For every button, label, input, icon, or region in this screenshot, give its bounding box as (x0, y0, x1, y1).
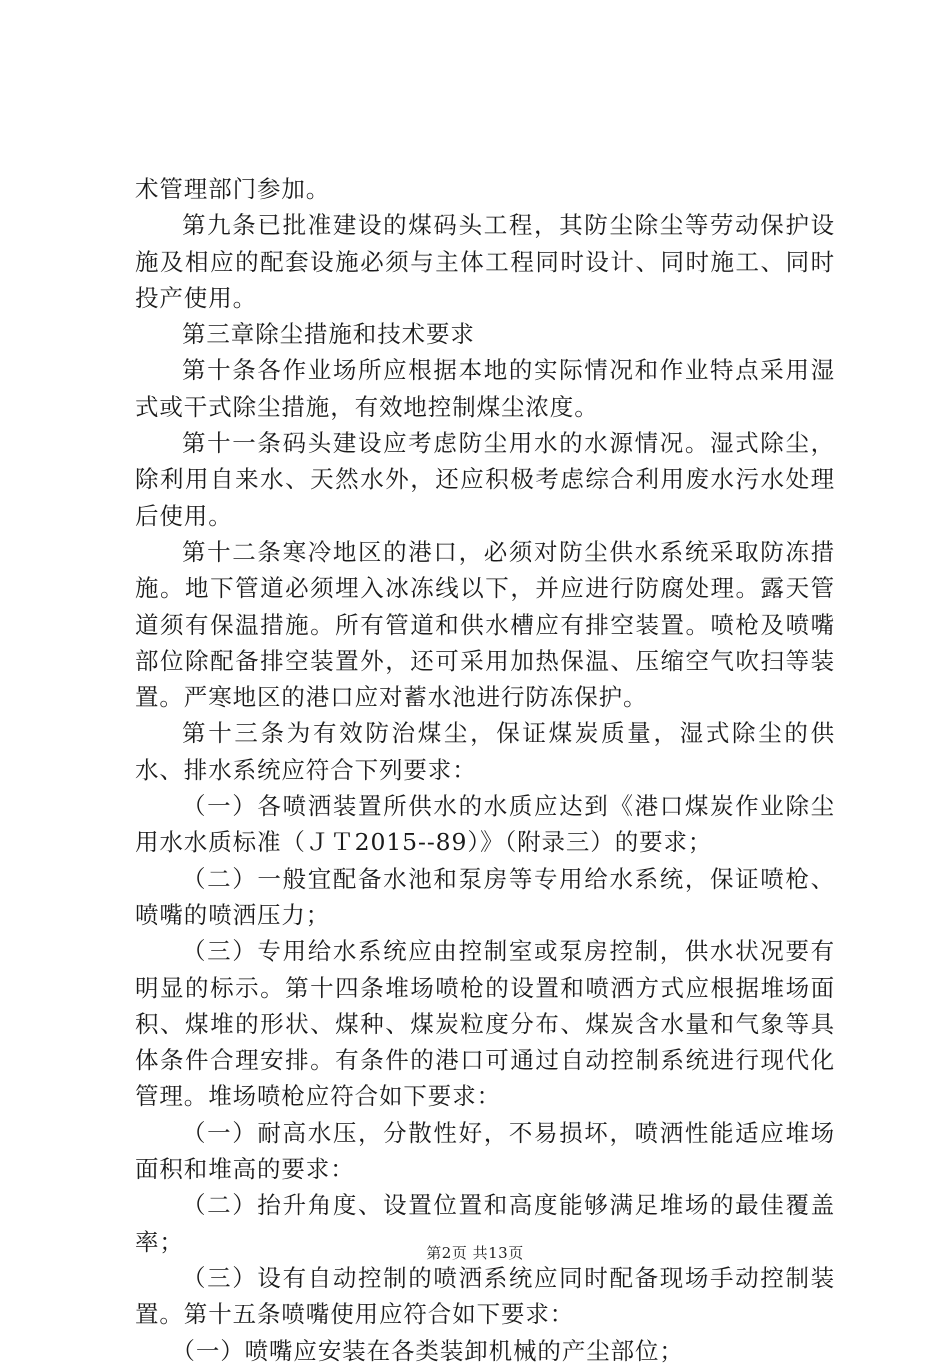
paragraph-article-13: 第十三条为有效防治煤尘，保证煤炭质量，湿式除尘的供水、排水系统应符合下列要求： (135, 719, 835, 784)
list-item-13-1: （一）各喷洒装置所供水的水质应达到《港口煤炭作业除尘用水水质标准（ＪＴ2015--89）》（附录三）的要求； (135, 792, 835, 857)
chapter-3-heading: 第三章除尘措施和技术要求 (182, 320, 475, 349)
document-body (135, 171, 835, 1369)
list-item-13-2: （二）一般宜配备水池和泵房等专用给水系统，保证喷枪、喷嘴的喷洒压力； (135, 864, 835, 929)
paragraph-article-10: 第十条各作业场所应根据本地的实际情况和作业特点采用湿式或干式除尘措施，有效地控制煤尘浓度。 (135, 356, 835, 421)
page-number-label: 第2页 共13页 (426, 1244, 524, 1262)
paragraph-1: 术管理部门参加。 (135, 175, 331, 203)
page-footer (0, 1242, 950, 1263)
list-item-14-1: （一）耐高水压，分散性好，不易损坏，喷洒性能适应堆场面积和堆高的要求： (135, 1118, 835, 1184)
list-item-15-1: （一）喷嘴应安装在各类装卸机械的产尘部位； (171, 1336, 684, 1365)
list-item-14-3-article-15: （三）设有自动控制的喷洒系统应同时配备现场手动控制装置。第十五条喷嘴使用应符合如下要求： (135, 1263, 835, 1329)
list-item-14-2: （二）抬升角度、设置位置和高度能够满足堆场的最佳覆盖率； (135, 1191, 835, 1256)
paragraph-article-12: 第十二条寒冷地区的港口，必须对防尘供水系统采取防冻措施。地下管道必须埋入冰冻线以下，并应进行防腐处理。露天管道须有保温措施。所有管道和供水槽应有排空装置。喷枪及喷嘴部位除配备排空装置外，还可采用加热保温、压缩空气吹扫等装置。严寒地区的港口应对蓄水池进行防冻保护。 (135, 537, 835, 712)
paragraph-article-9: 第九条已批准建设的煤码头工程，其防尘除尘等劳动保护设施及相应的配套设施必须与主体工程同时设计、同时施工、同时投产使用。 (135, 211, 835, 312)
list-item-13-3-article-14: （三）专用给水系统应由控制室或泵房控制，供水状况要有明显的标示。第十四条堆场喷枪的设置和喷洒方式应根据堆场面积、煤堆的形状、煤种、煤炭粒度分布、煤炭含水量和气象等具体条件合理安排。有条件的港口可通过自动控制系统进行现代化管理。堆场喷枪应符合如下要求： (135, 937, 835, 1111)
paragraph-article-11: 第十一条码头建设应考虑防尘用水的水源情况。湿式除尘，除利用自来水、天然水外，还应积极考虑综合利用废水污水处理后使用。 (135, 429, 835, 530)
